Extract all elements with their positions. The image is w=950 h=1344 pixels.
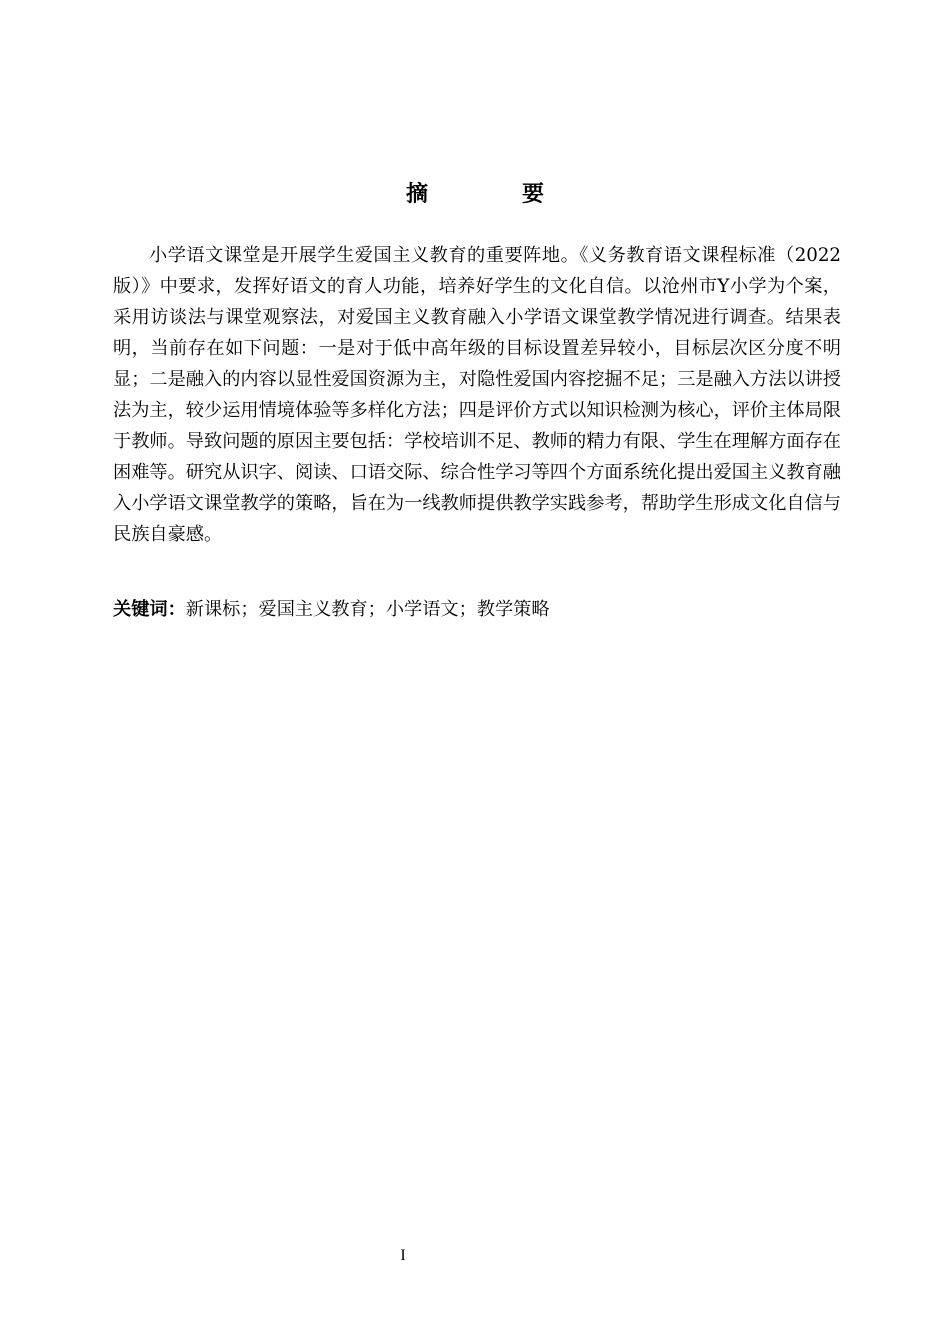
abstract-heading: 摘 要 — [405, 182, 580, 207]
keywords-text: 新课标；爱国主义教育；小学语文；教学策略 — [185, 599, 550, 620]
abstract-paragraph: 小学语文课堂是开展学生爱国主义教育的重要阵地。《义务教育语文课程标准（2022版）》中要求，发挥好语文的育人功能，培养好学生的文化自信。以沧州市Y小学为个案，采用访谈法与课堂观察法，对爱国主义教育融入小学语文课堂教学情况进行调查。结果表明，当前存在如下问题：一是对于低中高年级的目标设置差异较小，目标层次区分度不明显；二是融入的内容以显性爱国资源为主，对隐性爱国内容挖掘不足；三是融入方法以讲授法为主，较少运用情境体验等多样化方法；四是评价方式以知识检测为核心，评价主体局限于教师。导致问题的原因主要包括：学校培训不足、教师的精力有限、学生在理解方面存在困难等。研究从识字、阅读、口语交际、综合性学习等四个方面系统化提出爱国主义教育融入小学语文课堂教学的策略，旨在为一线教师提供教学实践参考，帮助学生形成文化自信与民族自豪感。 — [113, 245, 841, 545]
keywords-line — [113, 594, 841, 625]
keywords-label: 关键词： — [113, 599, 186, 620]
page-number: I — [400, 1247, 406, 1264]
